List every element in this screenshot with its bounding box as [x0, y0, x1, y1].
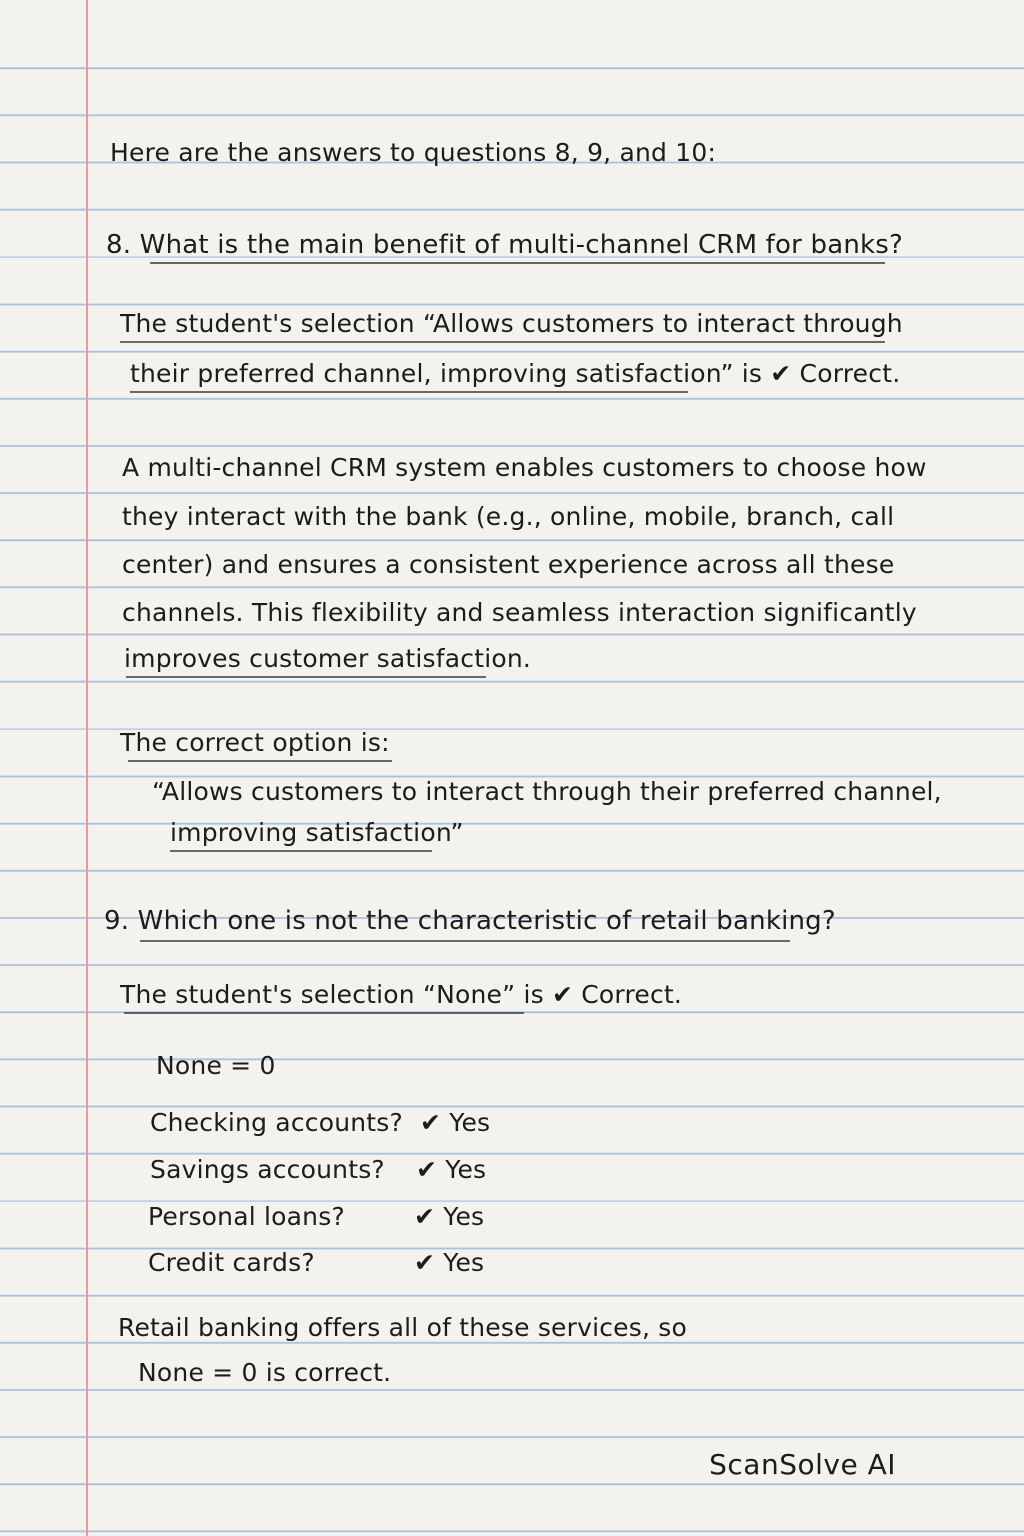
q9-conclusion-line-2: None = 0 is correct.: [138, 1358, 392, 1387]
q8-explanation-underline: [126, 676, 486, 678]
q8-explanation-line-4: channels. This flexibility and seamless interaction significantly: [122, 598, 917, 627]
intro-text: Here are the answers to questions 8, 9, and 10:: [110, 138, 717, 167]
q8-correct-option-line-1: “Allows customers to interact through their preferred channel,: [152, 777, 942, 806]
q8-correct-option-label-underline: [128, 760, 392, 762]
q9-conclusion-line-1: Retail banking offers all of these services, so: [118, 1313, 688, 1342]
question-8-underline: [150, 262, 885, 264]
q8-explanation-line-1: A multi-channel CRM system enables customers to choose how: [122, 453, 927, 482]
question-9-title: 9. Which one is not the characteristic of retail banking?: [104, 906, 836, 936]
q8-selection-line-2: their preferred channel, improving satisfaction” is ✔ Correct.: [130, 359, 901, 388]
q8-correct-option-underline: [170, 850, 432, 852]
q9-check-answer-4: ✔ Yes: [414, 1248, 485, 1277]
question-8-title: 8. What is the main benefit of multi-channel CRM for banks?: [106, 230, 904, 260]
q8-correct-option-label: The correct option is:: [120, 728, 390, 757]
scansolve-signature: ScanSolve AI: [709, 1448, 896, 1481]
q8-correct-option-line-2: improving satisfaction”: [170, 818, 464, 847]
q9-selection: The student's selection “None” is ✔ Correct.: [120, 980, 683, 1009]
q9-check-label-2: Savings accounts?: [150, 1155, 385, 1184]
q8-explanation-line-3: center) and ensures a consistent experience across all these: [122, 550, 895, 579]
q9-check-answer-3: ✔ Yes: [414, 1202, 485, 1231]
q8-selection-underline-2: [130, 391, 688, 393]
q8-selection-underline-1: [120, 341, 885, 343]
q9-check-label-4: Credit cards?: [148, 1248, 315, 1277]
q9-check-label-3: Personal loans?: [148, 1202, 345, 1231]
q9-none-equation: None = 0: [156, 1051, 276, 1080]
q8-explanation-line-5: improves customer satisfaction.: [124, 644, 532, 673]
q9-selection-underline: [124, 1012, 524, 1014]
q9-check-label-1: Checking accounts?: [150, 1108, 404, 1137]
margin-line: [86, 0, 88, 1536]
q8-selection-line-1: The student's selection “Allows customers to interact through: [120, 309, 903, 338]
q9-check-answer-1: ✔ Yes: [420, 1108, 491, 1137]
q9-check-answer-2: ✔ Yes: [416, 1155, 487, 1184]
q8-explanation-line-2: they interact with the bank (e.g., online, mobile, branch, call: [122, 502, 895, 531]
question-9-underline: [140, 940, 790, 942]
